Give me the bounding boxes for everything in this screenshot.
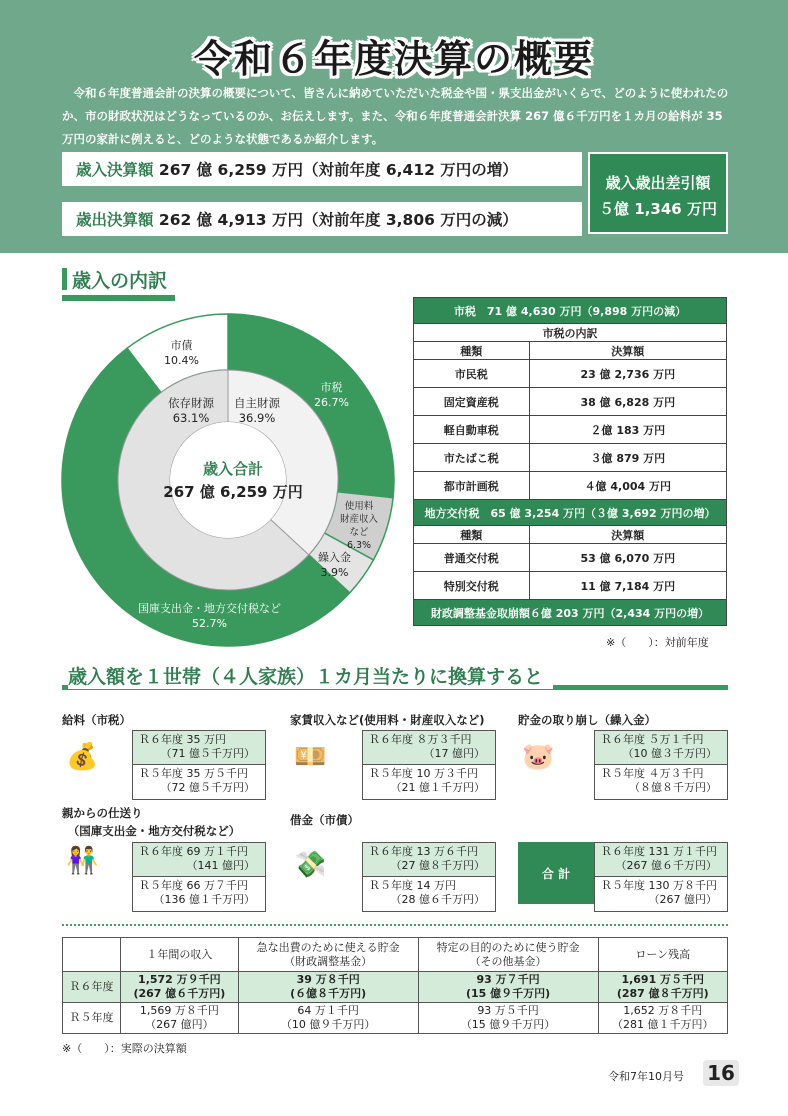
grant-amount: 11 億 7,184 万円 — [529, 572, 726, 600]
outer-label-usage: 使用料 財産収入 など 6.3% — [340, 501, 379, 551]
table-row — [63, 972, 728, 1003]
r6-sub: （27 億８千万円） — [390, 859, 485, 872]
expend-value: 262 億 4,913 万円（対前年度 3,806 万円の減） — [153, 211, 518, 229]
cell: 93 万７千円 (15 億９千万円) — [418, 972, 598, 1003]
center-value: 267 億 6,259 万円 — [163, 483, 303, 501]
total-box — [594, 842, 728, 912]
col-type: 種類 — [414, 342, 530, 360]
inner-label-dependent: 依存財源 63.1% — [168, 396, 214, 425]
tax-amount: ４億 4,004 万円 — [529, 472, 726, 500]
inner-label-own: 自主財源 36.9% — [234, 396, 280, 425]
cat-title-savings: 貯金の取り崩し（繰入金） — [518, 713, 656, 727]
table-row — [63, 1003, 728, 1034]
balance-label: 歳入歳出差引額 — [605, 174, 711, 192]
outer-label-national: 国庫支出金・地方交付税など 52.7% — [138, 602, 281, 630]
total-label: 合 計 — [518, 842, 594, 904]
debt-icon: 💸 — [294, 850, 327, 880]
expend-label: 歳出決算額 — [76, 211, 154, 229]
r6-value: Ｒ６年度 131 万１千円 — [601, 845, 717, 858]
piggy-bank-icon: 🐷 — [522, 742, 555, 772]
revenue-value: 267 億 6,259 万円（対前年度 6,412 万円の増） — [153, 161, 518, 179]
tax-amount: ３億 879 万円 — [529, 444, 726, 472]
outer-label-tax: 市税 26.7% — [314, 381, 349, 409]
r5-value: Ｒ５年度 66 万７千円 — [139, 879, 248, 892]
coins-icon: 💰 — [66, 742, 99, 772]
tax-amount: ２億 183 万円 — [529, 416, 726, 444]
savings-box — [594, 730, 728, 800]
section-heading-household: 歳入額を１世帯（４人家族）１カ月当たりに換算すると — [68, 662, 553, 689]
cell: 1,572 万９千円 (267 億６千万円) — [121, 972, 239, 1003]
r6-value: Ｒ６年度 69 万１千円 — [139, 845, 248, 858]
cell: 1,691 万５千円 (287 億８千万円) — [598, 972, 727, 1003]
table-row — [414, 472, 727, 500]
r6-sub: （141 億円） — [186, 859, 255, 872]
col-header: １年間の収入 — [121, 938, 239, 972]
tax-amount: 38 億 6,828 万円 — [529, 388, 726, 416]
page-number: 16 — [703, 1060, 739, 1086]
col-amount: 決算額 — [529, 526, 726, 544]
col-amount: 決算額 — [529, 342, 726, 360]
bottom-note: ※（ ）：実際の決算額 — [62, 1042, 187, 1055]
cat-title-debt: 借金（市債） — [290, 813, 359, 827]
parents-icon: 👫 — [66, 846, 99, 876]
balance-value: ５億 1,346 万円 — [599, 200, 717, 218]
issue-label: 令和7年10月号 — [608, 1070, 684, 1083]
r6-value: Ｒ６年度 35 万円 — [139, 733, 226, 746]
grant-name: 特別交付税 — [414, 572, 530, 600]
r6-sub: （17 億円） — [423, 747, 485, 760]
page-title: 令和６年度決算の概要 — [193, 37, 594, 81]
cell: 1,569 万８千円 （267 億円） — [121, 1003, 239, 1034]
row-label: Ｒ５年度 — [63, 1003, 121, 1034]
col-header: ローン残高 — [598, 938, 727, 972]
r5-value: Ｒ５年度 35 万５千円 — [139, 767, 248, 780]
debt-box — [362, 842, 496, 912]
r5-value: Ｒ５年度 10 万３千円 — [369, 767, 478, 780]
r6-sub: （10 億３千万円） — [622, 747, 717, 760]
r5-sub: （72 億５千万円） — [160, 781, 255, 794]
tax-name: 都市計画税 — [414, 472, 530, 500]
grant-amount: 53 億 6,070 万円 — [529, 544, 726, 572]
balance-box — [588, 152, 728, 234]
r5-sub: （21 億１千万円） — [390, 781, 485, 794]
r5-sub: （136 億１千万円） — [153, 893, 255, 906]
intro-text: 令和６年度普通会計の決算の概要について、皆さんに納めていただいた税金や国・県支出金がいくらで、どのように使われたのか、市の財政状況はどうなっているのか、お伝えします。また、令和６年度普通会計決算 267 億６千万円を１カ月の給料が 35 万円の家計に例えると、どのような状態であるか紹介します。 — [62, 86, 729, 146]
cat-title-rent: 家賃収入など(使用料・財産収入など) — [290, 713, 485, 727]
table-row — [414, 572, 727, 600]
city-tax-table — [413, 297, 727, 626]
table-row — [414, 388, 727, 416]
r5-sub: （８億８千万円） — [629, 781, 717, 794]
table-row — [414, 416, 727, 444]
money-hand-icon: 💴 — [294, 742, 327, 772]
tax-name: 市民税 — [414, 360, 530, 388]
expend-summary — [62, 202, 582, 236]
col-type: 種類 — [414, 526, 530, 544]
fund-header: 財政調整基金取崩額６億 203 万円（2,434 万円の増） — [414, 600, 727, 626]
table-row — [414, 544, 727, 572]
tax-header: 市税 71 億 4,630 万円（9,898 万円の減） — [414, 298, 727, 324]
r5-value: Ｒ５年度 130 万８千円 — [601, 879, 717, 892]
rent-box — [362, 730, 496, 800]
revenue-label: 歳入決算額 — [76, 161, 154, 179]
table-row — [414, 360, 727, 388]
cell: 1,652 万８千円 （281 億１千万円） — [598, 1003, 727, 1034]
col-header: 特定の目的のために使う貯金 （その他基金） — [418, 938, 598, 972]
revenue-summary — [62, 152, 582, 186]
col-header — [63, 938, 121, 972]
tax-name: 固定資産税 — [414, 388, 530, 416]
r6-value: Ｒ６年度 ８万３千円 — [369, 733, 472, 746]
cat-title-salary: 給料（市税） — [62, 713, 131, 727]
r6-value: Ｒ６年度 13 万６千円 — [369, 845, 478, 858]
tax-subheader: 市税の内訳 — [414, 324, 727, 342]
grant-header: 地方交付税 65 億 3,254 万円（３億 3,692 万円の増） — [414, 500, 727, 526]
table-note: ※（ ）：対前年度 — [606, 636, 709, 649]
r6-sub: （71 億５千万円） — [160, 747, 255, 760]
section-heading-breakdown: 歳入の内訳 — [62, 266, 175, 301]
r5-sub: （267 億円） — [648, 893, 717, 906]
revenue-donut-chart — [60, 312, 396, 648]
grant-name: 普通交付税 — [414, 544, 530, 572]
r5-value: Ｒ５年度 ４万３千円 — [601, 767, 704, 780]
r5-value: Ｒ５年度 14 万円 — [369, 879, 456, 892]
cat-title-parents: 親からの仕送り （国庫支出金・地方交付税など） — [62, 806, 241, 838]
table-row — [414, 444, 727, 472]
donut-center — [170, 422, 286, 538]
tax-name: 軽自動車税 — [414, 416, 530, 444]
tax-name: 市たばこ税 — [414, 444, 530, 472]
household-summary-table — [62, 937, 728, 1034]
center-label: 歳入合計 — [202, 460, 263, 478]
dotted-divider — [62, 924, 728, 926]
r6-value: Ｒ６年度 ５万１千円 — [601, 733, 704, 746]
r6-sub: （267 億６千万円） — [615, 859, 717, 872]
r5-sub: （28 億６千万円） — [390, 893, 485, 906]
cell: 64 万１千円 （10 億９千万円） — [238, 1003, 418, 1034]
outer-label-bond: 市債 10.4% — [164, 339, 199, 367]
cell: 39 万８千円 (６億８千万円) — [238, 972, 418, 1003]
salary-box — [132, 730, 266, 800]
tax-amount: 23 億 2,736 万円 — [529, 360, 726, 388]
col-header: 急な出費のために使える貯金 （財政調整基金） — [238, 938, 418, 972]
row-label: Ｒ６年度 — [63, 972, 121, 1003]
parents-box — [132, 842, 266, 912]
outer-label-transfer: 繰入金 3.9% — [318, 551, 351, 579]
cell: 93 万５千円 （15 億９千万円） — [418, 1003, 598, 1034]
